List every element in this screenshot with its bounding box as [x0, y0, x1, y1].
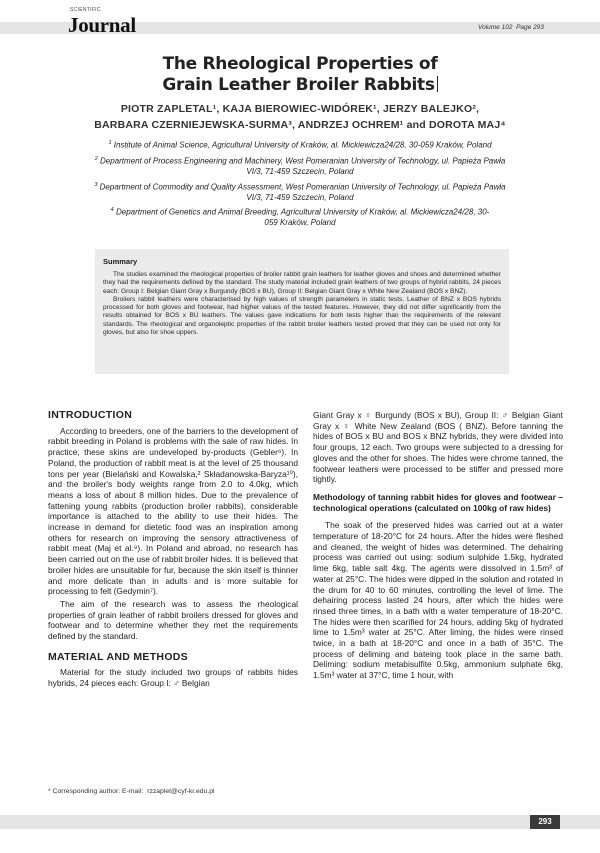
affiliation-1: $^1$ Institute of Animal Science, Agricultural University of Kraków, al. Mickiewicza24/28, 30-059 Kraków, Poland: [108, 140, 492, 150]
introduction-heading: INTRODUCTION: [48, 409, 133, 421]
summary-paragraph-1: The studies examined the rheological properties of broiler rabbit grain leathers for leather gloves and shoes and determined whether they had the requirements defined by the standard. The study material included grain leathers of two groups of hybrid rabbits, 24 pieces each: Group I: Belgian Giant Gray x Burgundy (BOS x BU), Group II: Belgian Giant Gray x White New Zealand (BOS x BNZ).: [103, 271, 501, 295]
methods-heading: MATERIAL AND METHODS: [48, 650, 188, 663]
text-cursor: [437, 76, 438, 92]
title-line-1: The Rheological Properties of: [162, 54, 438, 74]
affiliation-2: $^2$ Department of Process Engineering and Machinery, West Pomeranian University of Technology, ul. Papieża Pawła VI/3, 71-459 Szczecin, Poland: [94, 156, 506, 177]
footnote-label: * Corresponding author: E-mail:: [48, 788, 144, 795]
authors-line-1: PIOTR ZAPLETAL¹, KAJA BIEROWIEC-WIDÓREK¹, JERZY BALEJKO²,: [120, 103, 480, 115]
affiliation-3: $^3$ Department of Commodity and Quality Assessment, West Pomeranian University of Technology, ul. Papieża Pawła VI/3, 71-459 Szczecin, Poland: [94, 182, 506, 203]
page-number: 293: [530, 815, 560, 829]
corresponding-author-footnote: [48, 788, 215, 795]
volume-info: [478, 24, 544, 31]
intro-paragraph-1: According to breeders, one of the barriers to the development of rabbit breeding in Poland is problems with the sale of raw hides. In practice, these skins are undeveloped by-products (Gebler⁶). In Poland, the production of rabbit meat is at the level of 25 thousand tons per year (Bielański and Kowalska,² Składanowska-Baryza¹⁰), and the broiler's body weights range from 2.0 to 4.0kg, which means a loss of about 8 million hides. Due to the prevalence of fattening young rabbits (production broiler rabbits), considerable importance is attached to the ability to use their hides. The increase in demand for dietetic food was an inspiration among others for research on improving the sensory attractiveness of rabbit meat (Maj et al.⁹). In Poland and abroad, no research has been carried out on the use of rabbit broiler hides. It is believed that broiler hides are unsuitable for fur, because the skin itself is thinner and more delicate than in adults and is more suitable for processing to felt (Gedymin⁷).: [48, 425, 299, 597]
logo-small-text: SCIENTIFIC: [70, 7, 101, 13]
left-column: [48, 410, 298, 689]
summary-paragraph-2: Broilers rabbit leathers were characterised by high values of strength parameters in static tests. Leather of BNZ x BOS hybrids processed for both gloves and footwear, had higher values of the tested features. However, they did not differ significantly from the results obtained for BOS x BU leathers. The values gave indications for both tests higher than the requirements of the relevant standards. The rheological and organoleptic properties of the rabbit broiler leathers tested proved that they can be used not only for gloves, but also for shoe uppers.: [103, 295, 501, 337]
right-column: [313, 410, 563, 681]
summary-box: [95, 249, 509, 374]
page-label: Page 293: [516, 24, 544, 31]
footnote-email[interactable]: rzzaplet@cyf-kr.edu.pl: [147, 788, 215, 795]
journal-logo: [68, 7, 136, 38]
volume-label: Volume 102: [478, 24, 513, 31]
right-paragraph-1: Giant Gray x ♀ Burgundy (BOS x BU), Group II: ♂ Belgian Giant Gray x ♀ White New Zealand (BOS ( BNZ). Before tanning the hides of BOS x BU and BOS x BNZ hybrids, they were divided into four groups, 12 each. Two groups were subjected to a dressing for gloves and the other for shoes. The hides were chrome tanned, the footwear leathers were processed to be stiffer and pressed more tightly.: [313, 410, 563, 485]
article-title: [0, 54, 600, 96]
title-line-2: Grain Leather Broiler Rabbits: [162, 75, 435, 95]
logo-main-text: Journal: [68, 13, 136, 37]
methods-paragraph-1: Material for the study included two groups of rabbits hides hybrids, 24 pieces each: Group I: ♂ Belgian: [48, 667, 298, 689]
footer-bar: [0, 815, 600, 829]
summary-title: Summary: [103, 257, 138, 266]
methodology-subheading: Methodology of tanning rabbit hides for gloves and footwear – technological operations (calculated on 100kg of raw hides): [313, 491, 563, 513]
right-paragraph-2: The soak of the preserved hides was carried out at a water temperature of 18-20°C for 24 hours. After the hides were fleshed and cleaned, the weight of hides was determined. The dehairing process was carried out using: sodium sulphide 1.5kg, hydrated lime 6kg, table salt 4kg. The agents were dissolved in 1.5m³ of water at 25°C. The hides were dipped in the solution and rotated in the drum for 40 to 60 minutes, controlling the level of lime. The dehairing process lasted 24 hours, after which the hides were rinsed three times, in a bath with a water temperature of 18-20°C. The hides were then scarified for 24 hours, adding 5kg of hydrated lime to 1.5m³ water at 25°C. After liming, the hides were rinsed twice, in a bath at 18-20°C and once in a bath of 35°C. The process of deliming and bateing took place in the same bath. Deliming: sodium metabisulfite 0.5kg, ammonium sulphate 6kg, 1.5m³ water at 37°C, time 1 hour, with: [313, 520, 563, 681]
authors-line-2: BARBARA CZERNIEJEWSKA-SURMA³, ANDRZEJ OCHREM¹ and DOROTA MAJ⁴: [94, 119, 506, 131]
summary-text: [103, 271, 501, 337]
intro-paragraph-2: The aim of the research was to assess the rheological properties of grain leather of rabbit broilers dressed for gloves and footwear and to determine whether they met the requirements defined by the standard.: [48, 598, 298, 642]
affiliation-4: $^4$ Department of Genetics and Animal Breeding, Agricultural University of Kraków, al. Mickiewicza24/28, 30-059 Kraków, Poland: [110, 207, 490, 228]
